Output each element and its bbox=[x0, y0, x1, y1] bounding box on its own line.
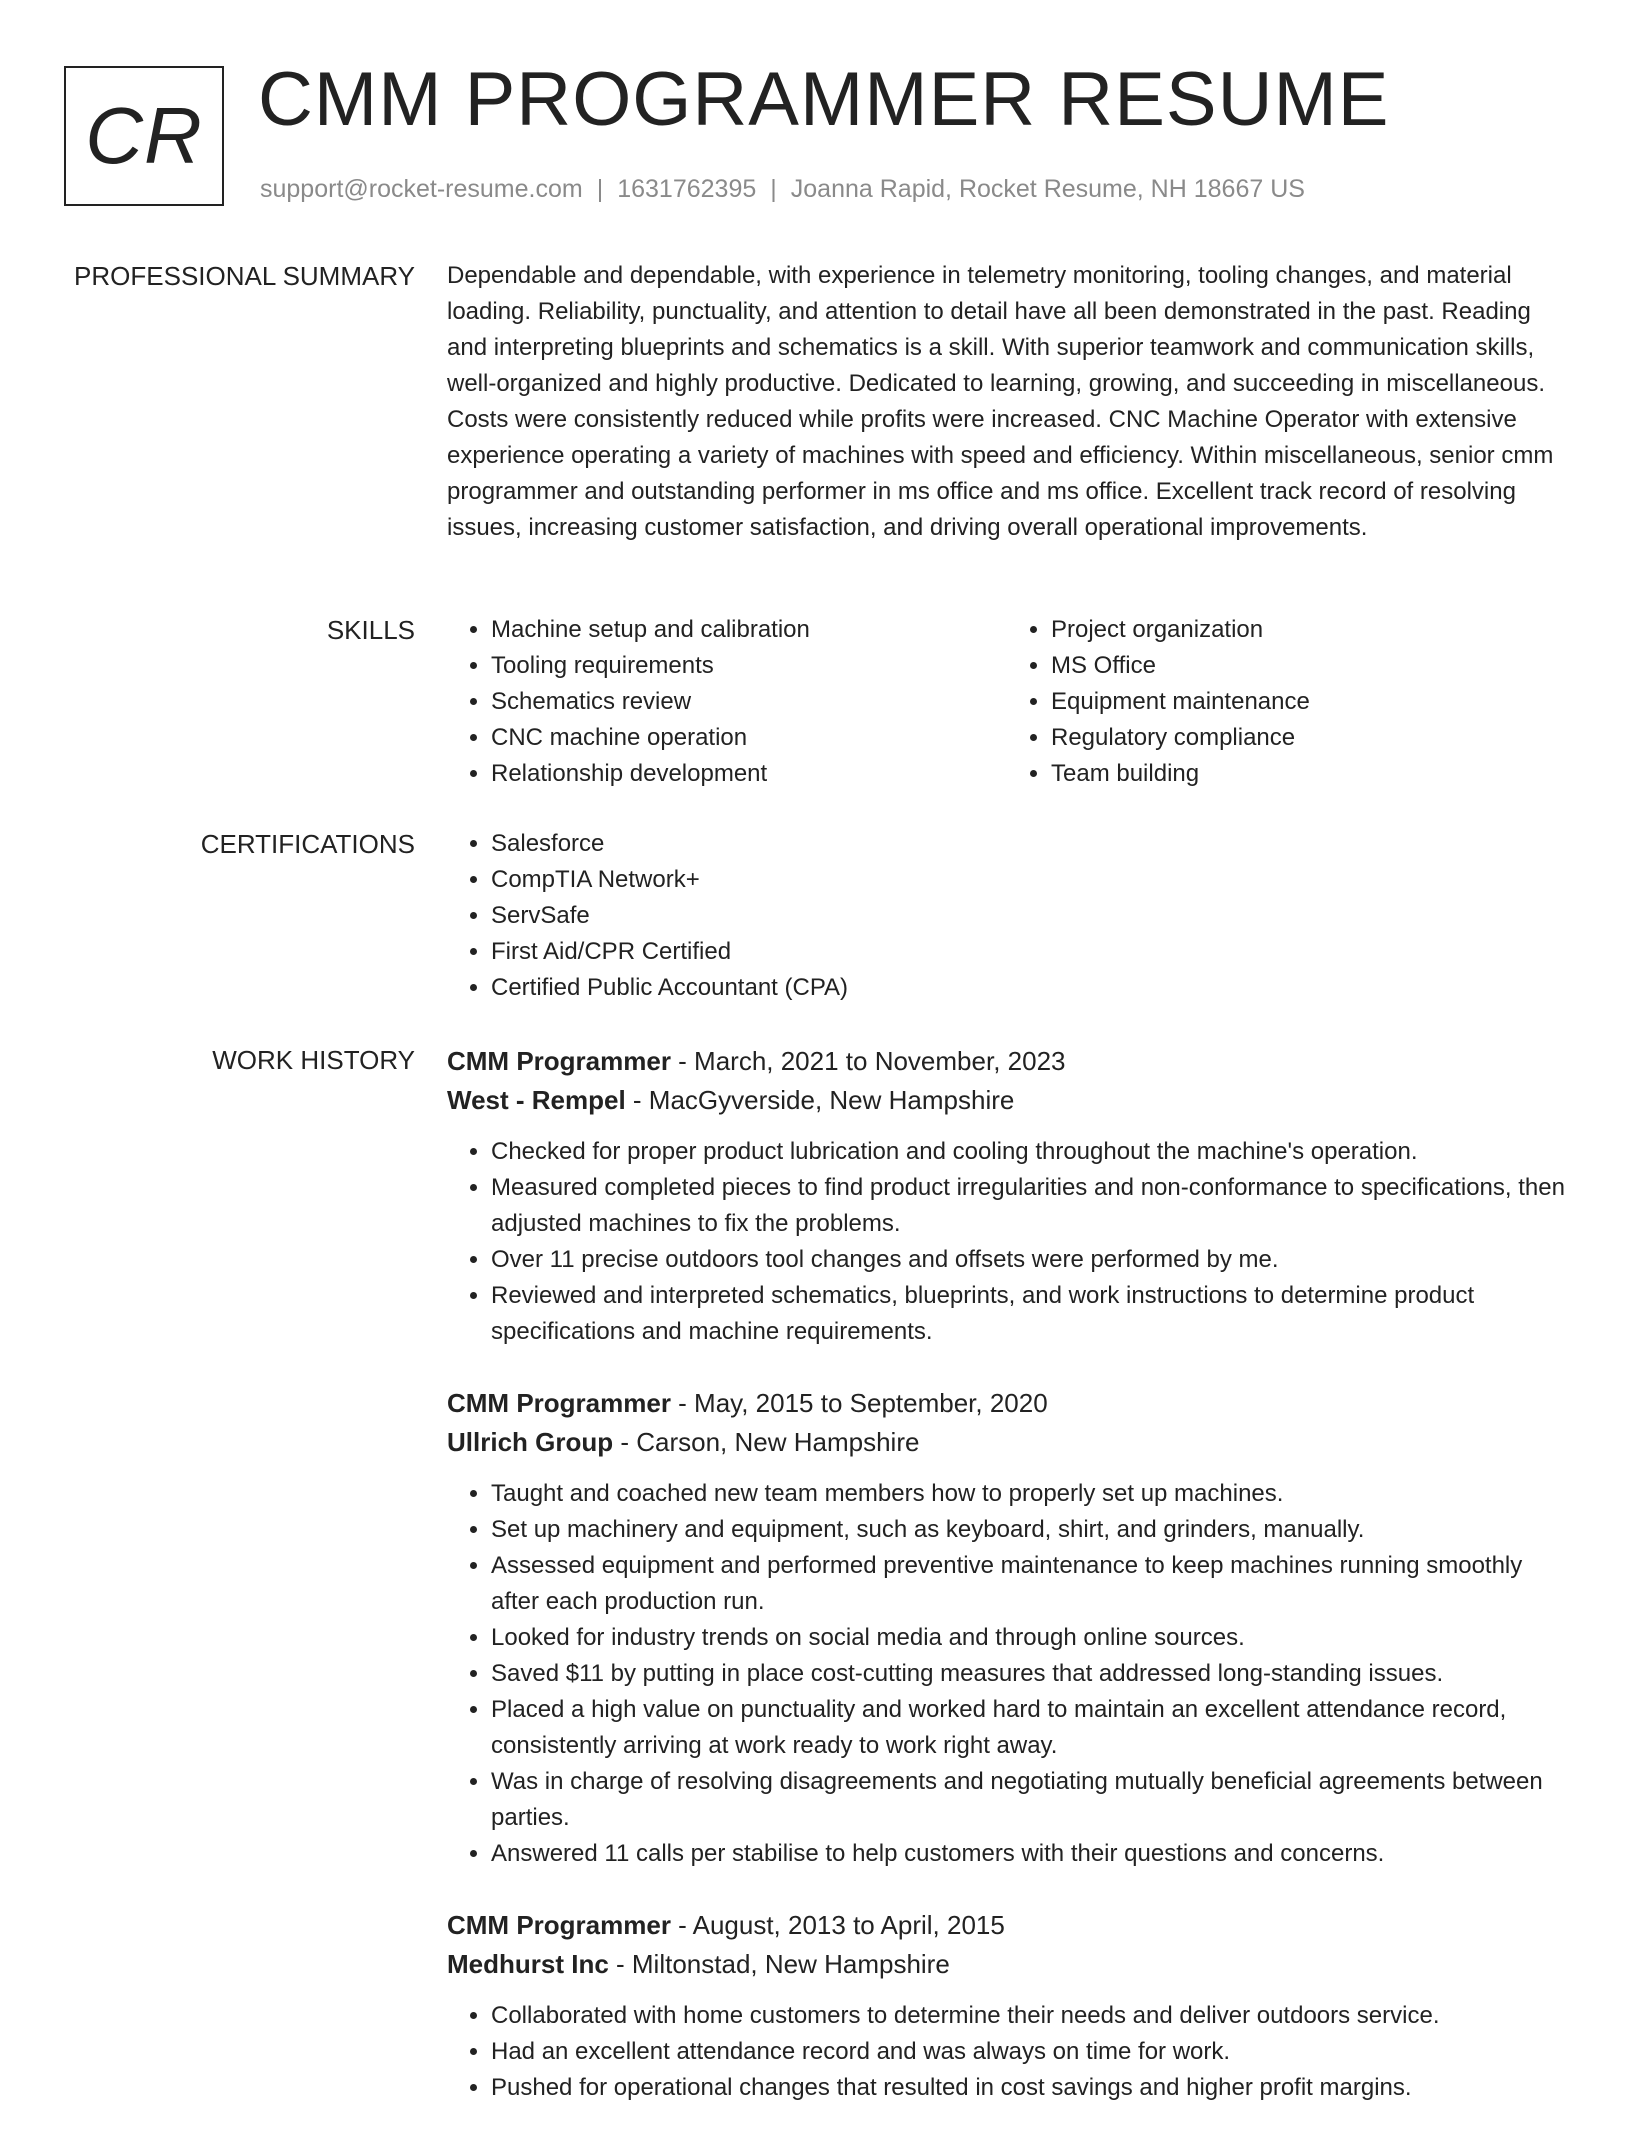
skills-list-left bbox=[447, 612, 1007, 792]
monogram-logo: CR bbox=[64, 66, 224, 206]
work-history-body bbox=[447, 1042, 1567, 2140]
certification-item: • Certified Public Accountant (CPA) bbox=[491, 970, 1567, 1006]
job-bullet: • Checked for proper product lubrication and cooling throughout the machine's operation. bbox=[491, 1134, 1567, 1170]
job-bullet: • Collaborated with home customers to determine their needs and deliver outdoors service. bbox=[491, 1998, 1567, 2034]
job-company: West - Rempel bbox=[447, 1085, 626, 1115]
job-title-line bbox=[447, 1906, 1567, 1945]
skills-grid bbox=[447, 612, 1567, 792]
job-bullet: • Reviewed and interpreted schematics, blueprints, and work instructions to determine product specifications and machine requirements. bbox=[491, 1278, 1567, 1350]
job-bullet: • Saved $11 by putting in place cost-cutting measures that addressed long-standing issues. bbox=[491, 1656, 1567, 1692]
job-dates: - March, 2021 to November, 2023 bbox=[670, 1046, 1066, 1076]
section-label-work-history: WORK HISTORY bbox=[212, 1045, 415, 1075]
certification-item: • First Aid/CPR Certified bbox=[491, 934, 1567, 970]
job-company-line bbox=[447, 1423, 1567, 1462]
job-company: Ullrich Group bbox=[447, 1427, 614, 1457]
job-company: Medhurst Inc bbox=[447, 1949, 609, 1979]
job-bullet: • Was in charge of resolving disagreements and negotiating mutually beneficial agreements between parties. bbox=[491, 1764, 1567, 1836]
job-title: CMM Programmer bbox=[447, 1388, 671, 1418]
job-bullets bbox=[447, 1134, 1567, 1350]
section-label-certifications: CERTIFICATIONS bbox=[200, 829, 415, 859]
skill-item: • Schematics review bbox=[491, 684, 1007, 720]
skill-item: • CNC machine operation bbox=[491, 720, 1007, 756]
skill-item: • Regulatory compliance bbox=[1051, 720, 1567, 756]
job-bullet: • Had an excellent attendance record and was always on time for work. bbox=[491, 2034, 1567, 2070]
job-location: - MacGyverside, New Hampshire bbox=[625, 1085, 1015, 1115]
job-bullet: • Taught and coached new team members how to properly set up machines. bbox=[491, 1476, 1567, 1512]
job-bullets bbox=[447, 1998, 1567, 2106]
contact-phone[interactable]: 1631762395 bbox=[617, 175, 757, 203]
skills-body bbox=[447, 612, 1567, 792]
job-bullet: • Set up machinery and equipment, such as keyboard, shirt, and grinders, manually. bbox=[491, 1512, 1567, 1548]
job-bullet: • Pushed for operational changes that resulted in cost savings and higher profit margins. bbox=[491, 2070, 1567, 2106]
certifications-list bbox=[447, 826, 1567, 1006]
skill-item: • Equipment maintenance bbox=[1051, 684, 1567, 720]
certification-item: • Salesforce bbox=[491, 826, 1567, 862]
job-bullet: • Assessed equipment and performed preventive maintenance to keep machines running smoothly after each production run. bbox=[491, 1548, 1567, 1620]
job-bullet: • Over 11 precise outdoors tool changes and offsets were performed by me. bbox=[491, 1242, 1567, 1278]
job-bullets bbox=[447, 1476, 1567, 1872]
job-company-line bbox=[447, 1081, 1567, 1120]
section-label-summary: PROFESSIONAL SUMMARY bbox=[74, 261, 415, 291]
contact-separator: | bbox=[596, 175, 604, 203]
skill-item: • Relationship development bbox=[491, 756, 1007, 792]
job-company-line bbox=[447, 1945, 1567, 1984]
job-dates: - August, 2013 to April, 2015 bbox=[670, 1910, 1005, 1940]
job-title: CMM Programmer bbox=[447, 1046, 671, 1076]
job-bullet: • Answered 11 calls per stabilise to help customers with their questions and concerns. bbox=[491, 1836, 1567, 1872]
job-location: - Carson, New Hampshire bbox=[613, 1427, 920, 1457]
contact-email[interactable]: support@rocket-resume.com bbox=[260, 175, 583, 203]
job-bullet: • Measured completed pieces to find product irregularities and non-conformance to specifications, then adjusted machines to fix the problems. bbox=[491, 1170, 1567, 1242]
job-entry bbox=[447, 1384, 1567, 1872]
job-title-line bbox=[447, 1384, 1567, 1423]
job-entry bbox=[447, 1906, 1567, 2106]
skill-item: • Project organization bbox=[1051, 612, 1567, 648]
job-location: - Miltonstad, New Hampshire bbox=[608, 1949, 950, 1979]
contact-line bbox=[260, 175, 1305, 204]
skill-item: • Tooling requirements bbox=[491, 648, 1007, 684]
certifications-body bbox=[447, 826, 1567, 1006]
job-title-line bbox=[447, 1042, 1567, 1081]
job-entry bbox=[447, 1042, 1567, 1350]
summary-text: Dependable and dependable, with experience in telemetry monitoring, tooling changes, and material loading. Reliability, punctuality, and attention to detail have all been demonstrated in the past. Reading and interpreting blueprints and schematics is a skill. With superior teamwork and communication skills, well-organized and highly productive. Dedicated to learning, growing, and succeeding in miscellaneous. Costs were consistently reduced while profits were increased. CNC Machine Operator with extensive experience operating a variety of machines with speed and efficiency. Within miscellaneous, senior cmm programmer and outstanding performer in ms office and ms office. Excellent track record of resolving issues, increasing customer satisfaction, and driving overall operational improvements. bbox=[447, 262, 1554, 541]
skill-item: • Machine setup and calibration bbox=[491, 612, 1007, 648]
contact-address: Joanna Rapid, Rocket Resume, NH 18667 US bbox=[790, 175, 1305, 203]
resume-title: CMM PROGRAMMER RESUME bbox=[258, 57, 1390, 142]
job-dates: - May, 2015 to September, 2020 bbox=[670, 1388, 1048, 1418]
job-bullet: • Looked for industry trends on social media and through online sources. bbox=[491, 1620, 1567, 1656]
certification-item: • ServSafe bbox=[491, 898, 1567, 934]
section-label-skills: SKILLS bbox=[326, 615, 415, 645]
skills-list-right bbox=[1007, 612, 1567, 792]
skill-item: • MS Office bbox=[1051, 648, 1567, 684]
contact-separator: | bbox=[770, 175, 777, 203]
certification-item: • CompTIA Network+ bbox=[491, 862, 1567, 898]
job-bullet: • Placed a high value on punctuality and worked hard to maintain an excellent attendance record, consistently arriving at work ready to work right away. bbox=[491, 1692, 1567, 1764]
skill-item: • Team building bbox=[1051, 756, 1567, 792]
job-title: CMM Programmer bbox=[447, 1910, 671, 1940]
